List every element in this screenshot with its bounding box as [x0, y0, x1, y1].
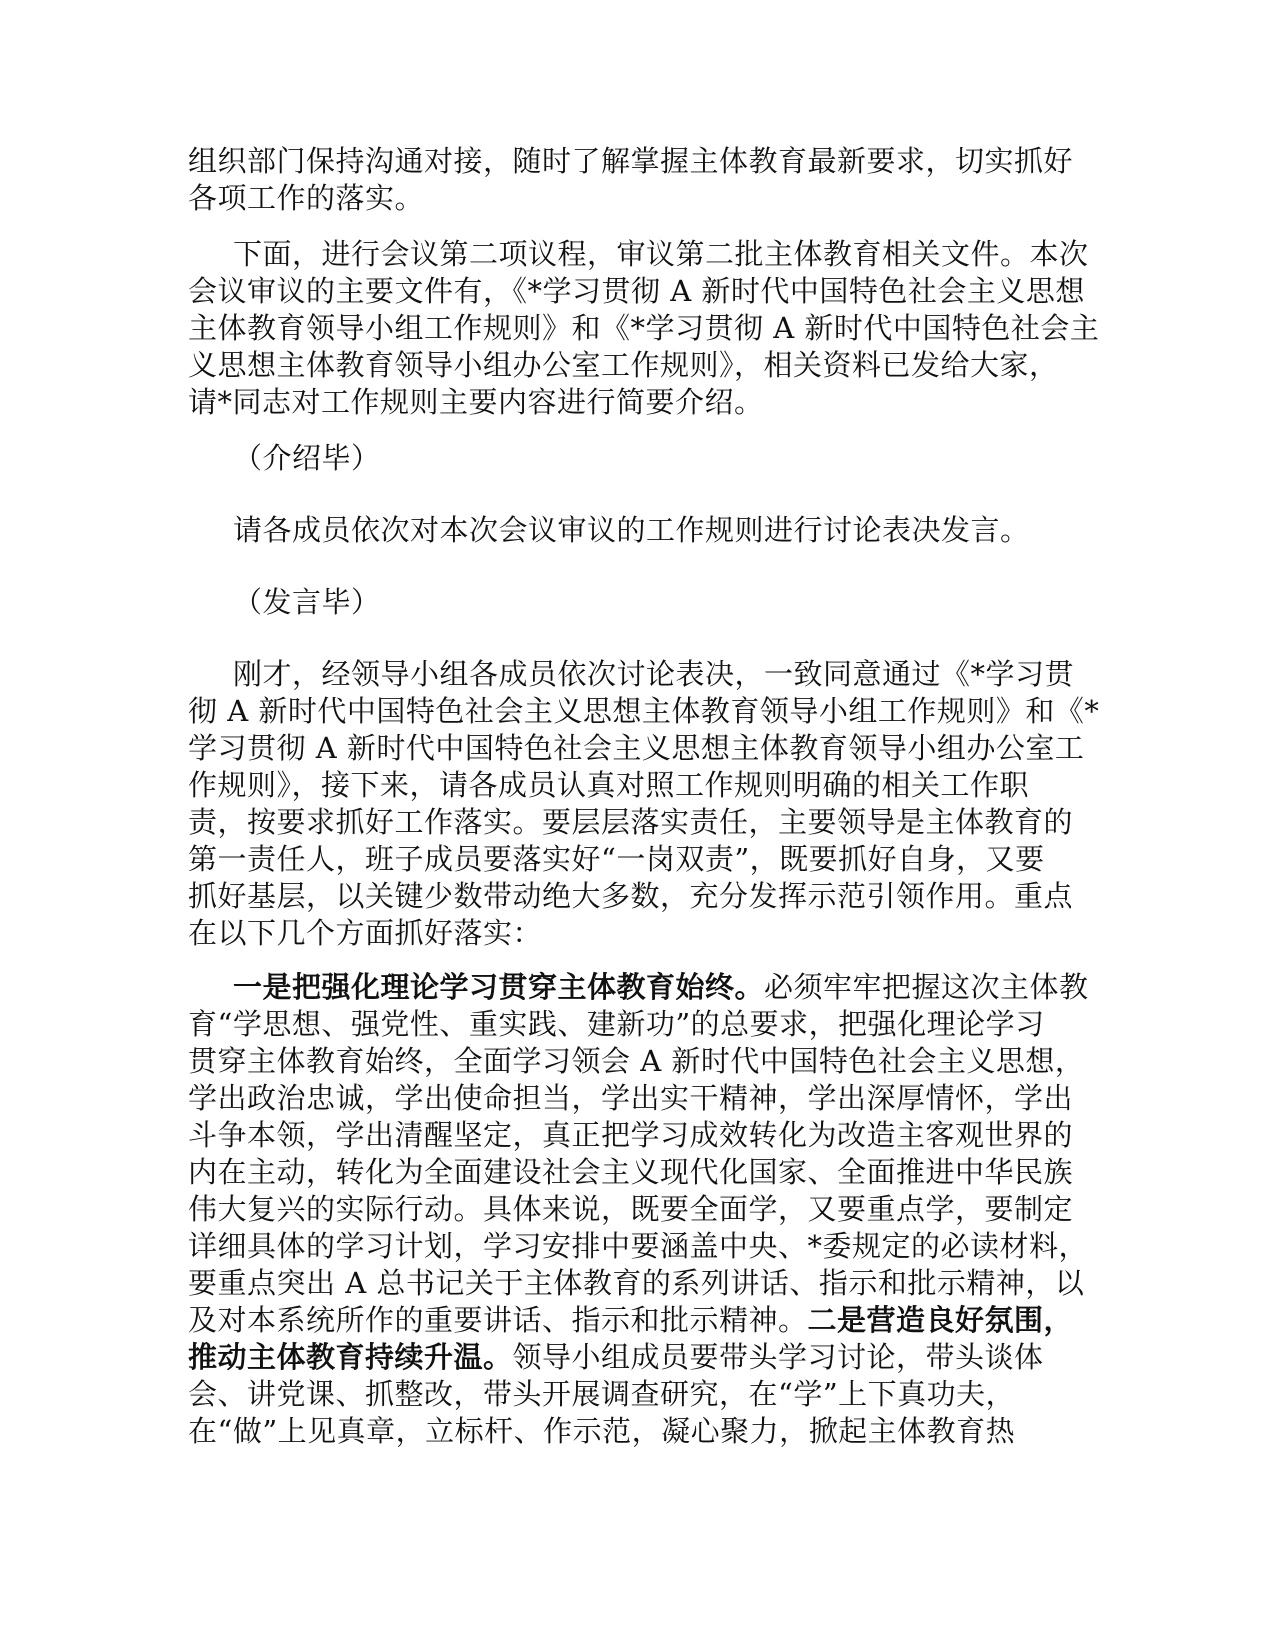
paragraph-2 [188, 236, 1100, 421]
text-line: 详细具体的学习计划，学习安排中要涵盖中央、*委规定的必读材料， [188, 1229, 1089, 1263]
text-line: 义思想主体教育领导小组办公室工作规则》，相关资料已发给大家， [188, 348, 1059, 382]
text-line: 下面，进行会议第二项议程，审议第二批主体教育相关文件。本次 [233, 237, 1089, 271]
bold-heading-2: 二是营造良好氛围， [807, 1303, 1074, 1337]
text-line: 责，按要求抓好工作落实。要层层落实责任，主要领导是主体教育的 [188, 805, 1074, 839]
paragraph-4 [188, 512, 1088, 549]
text-line: 斗争本领，学出清醒坚定，真正把学习成效转化为改造主客观世界的 [188, 1118, 1074, 1152]
text-line: 主体教育领导小组工作规则》和《*学习贯彻 A 新时代中国特色社会主 [188, 311, 1100, 345]
text-line: 会、讲党课、抓整改，带头开展调查研究，在“学”上下真功夫， [188, 1377, 1016, 1411]
text-line: 第一责任人，班子成员要落实好“一岗双责”，既要抓好自身，又要 [188, 842, 1045, 876]
bold-heading-2-cont: 推动主体教育持续升温。 [188, 1340, 513, 1374]
text-line: 组织部门保持沟通对接，随时了解掌握主体教育最新要求，切实抓好 [188, 144, 1074, 178]
text-line: 要重点突出 A 总书记关于主体教育的系列讲话、指示和批示精神，以 [188, 1266, 1085, 1300]
paragraph-1 [188, 143, 1088, 217]
inline-text: 及对本系统所作的重要讲话、指示和批示精神。 [188, 1303, 808, 1337]
paragraph-3 [188, 440, 1088, 477]
text-line: 在以下几个方面抓好落实： [188, 916, 543, 950]
paragraph-5 [188, 584, 1088, 621]
text-line: 请*同志对工作规则主要内容进行简要介绍。 [188, 385, 764, 419]
text-line: 内在主动，转化为全面建设社会主义现代化国家、全面推进中华民族 [188, 1155, 1074, 1189]
text-line: 育“学思想、强党性、重实践、建新功”的总要求，把强化理论学习 [188, 1007, 1045, 1041]
text-line: （介绍毕） [233, 441, 381, 475]
text-line: 抓好基层，以关键少数带动绝大多数，充分发挥示范引领作用。重点 [188, 879, 1074, 913]
text-line: （发言毕） [233, 585, 381, 619]
text-line: 刚才，经领导小组各成员依次讨论表决，一致同意通过《*学习贯 [233, 657, 1075, 691]
text-line: 贯穿主体教育始终，全面学习领会 A 新时代中国特色社会主义思想， [188, 1044, 1085, 1078]
text-line: 作规则》，接下来，请各成员认真对照工作规则明确的相关工作职 [188, 768, 1030, 802]
text-line: 各项工作的落实。 [188, 181, 425, 215]
bold-heading-1: 一是把强化理论学习贯穿主体教育始终。 [233, 970, 765, 1004]
text-line: 彻 A 新时代中国特色社会主义思想主体教育领导小组工作规则》和《* [188, 694, 1100, 728]
text-line: 学出政治忠诚，学出使命担当，学出实干精神，学出深厚情怀，学出 [188, 1081, 1074, 1115]
inline-text: 领导小组成员要带头学习讨论，带头谈体 [512, 1340, 1044, 1374]
text-line [188, 1339, 1088, 1376]
text-line: 伟大复兴的实际行动。具体来说，既要全面学，又要重点学，要制定 [188, 1192, 1074, 1226]
text-line: 请各成员依次对本次会议审议的工作规则进行讨论表决发言。 [233, 513, 1030, 547]
inline-text: 必须牢牢把握这次主体教 [764, 970, 1089, 1004]
paragraph-6 [188, 656, 1100, 952]
text-line: 会议审议的主要文件有，《*学习贯彻 A 新时代中国特色社会主义思想 [188, 274, 1085, 308]
text-line: 学习贯彻 A 新时代中国特色社会主义思想主体教育领导小组办公室工 [188, 731, 1085, 765]
text-line: 在“做”上见真章，立标杆、作示范，凝心聚力，掀起主体教育热 [188, 1414, 1016, 1448]
text-line [188, 969, 1088, 1006]
text-line [188, 1302, 1088, 1339]
paragraph-7 [188, 969, 1088, 1450]
